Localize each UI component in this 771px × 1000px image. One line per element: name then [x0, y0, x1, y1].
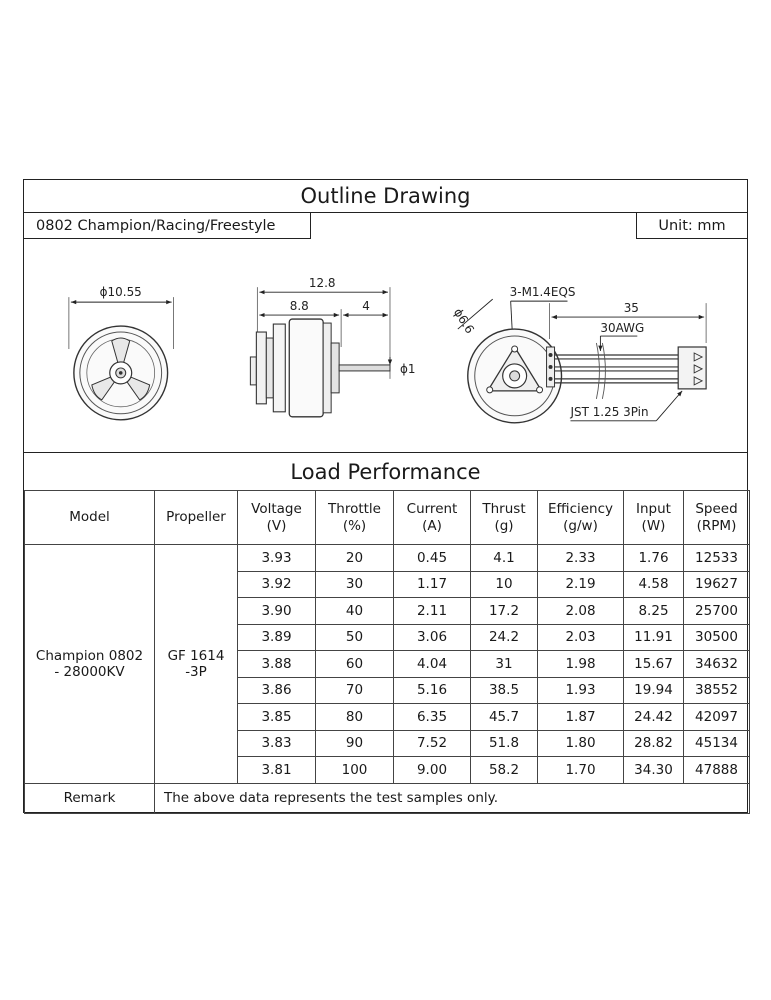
table-cell: 4.1	[471, 545, 538, 572]
table-cell: 5.16	[394, 677, 471, 704]
table-cell: 24.2	[471, 624, 538, 651]
shaft-length-label: 4	[362, 299, 370, 314]
table-cell: 3.89	[238, 624, 316, 651]
table-cell: 3.85	[238, 704, 316, 731]
table-cell: 7.52	[394, 730, 471, 757]
table-cell: 1.70	[538, 757, 624, 784]
table-row	[25, 545, 750, 572]
table-cell: 90	[316, 730, 394, 757]
front-diameter-label: ϕ10.55	[99, 285, 142, 300]
header-thrust: Thrust (g)	[471, 491, 538, 545]
table-cell: 30500	[684, 624, 750, 651]
rear-view	[451, 285, 706, 423]
table-cell: 17.2	[471, 598, 538, 625]
table-cell: 45.7	[471, 704, 538, 731]
table-cell: 42097	[684, 704, 750, 731]
table-cell: 4.58	[624, 571, 684, 598]
table-cell: 28.82	[624, 730, 684, 757]
remark-text: The above data represents the test samples only.	[155, 783, 750, 813]
header-voltage: Voltage (V)	[238, 491, 316, 545]
table-cell: 6.35	[394, 704, 471, 731]
header-speed: Speed (RPM)	[684, 491, 750, 545]
table-cell: 3.86	[238, 677, 316, 704]
table-cell: 19.94	[624, 677, 684, 704]
table-cell: 2.11	[394, 598, 471, 625]
load-performance-title: Load Performance	[24, 452, 747, 491]
table-cell: 8.25	[624, 598, 684, 625]
table-cell: 20	[316, 545, 394, 572]
table-cell: 3.92	[238, 571, 316, 598]
table-cell: 9.00	[394, 757, 471, 784]
table-cell: 3.06	[394, 624, 471, 651]
table-cell: 2.19	[538, 571, 624, 598]
table-cell: 1.93	[538, 677, 624, 704]
table-cell: 38.5	[471, 677, 538, 704]
unit-label: Unit: mm	[636, 213, 747, 239]
header-model: Model	[25, 491, 155, 545]
table-cell: 47888	[684, 757, 750, 784]
shaft-diameter-label: ϕ1	[399, 361, 416, 376]
length-total-label: 12.8	[308, 276, 336, 291]
outline-drawing-title: Outline Drawing	[24, 180, 747, 213]
connector-label: JST 1.25 3Pin	[570, 404, 649, 419]
table-cell: 4.04	[394, 651, 471, 678]
outline-drawing	[24, 239, 747, 452]
header-throttle: Throttle (%)	[316, 491, 394, 545]
table-cell: 19627	[684, 571, 750, 598]
length-body-label: 8.8	[289, 299, 309, 314]
remark-label: Remark	[25, 783, 155, 813]
spec-sheet	[23, 179, 748, 813]
table-cell: 34632	[684, 651, 750, 678]
table-cell: 24.42	[624, 704, 684, 731]
table-cell: 58.2	[471, 757, 538, 784]
table-cell: 2.08	[538, 598, 624, 625]
mount-screws-label: 3-M1.4EQS	[509, 285, 576, 300]
header-efficiency: Efficiency (g/w)	[538, 491, 624, 545]
table-cell: 3.90	[238, 598, 316, 625]
header-input: Input (W)	[624, 491, 684, 545]
table-cell: 1.76	[624, 545, 684, 572]
table-cell: 1.98	[538, 651, 624, 678]
table-cell: 12533	[684, 545, 750, 572]
table-cell: 38552	[684, 677, 750, 704]
mount-diameter-label: ϕ6.6	[450, 305, 477, 337]
table-cell: 80	[316, 704, 394, 731]
table-cell: 25700	[684, 598, 750, 625]
wire-gauge-label: 30AWG	[600, 321, 645, 336]
side-view	[250, 276, 415, 417]
table-cell: 11.91	[624, 624, 684, 651]
lead-length-label: 35	[623, 301, 639, 316]
table-cell: 100	[316, 757, 394, 784]
front-view	[69, 285, 174, 420]
table-cell: 1.80	[538, 730, 624, 757]
remark-row	[25, 783, 750, 813]
table-cell: 50	[316, 624, 394, 651]
table-cell: 51.8	[471, 730, 538, 757]
header-propeller: Propeller	[155, 491, 238, 545]
table-cell: 40	[316, 598, 394, 625]
table-cell: 3.83	[238, 730, 316, 757]
header-current: Current (A)	[394, 491, 471, 545]
table-cell: 2.33	[538, 545, 624, 572]
performance-table	[24, 490, 750, 814]
table-cell: 3.81	[238, 757, 316, 784]
table-cell: 31	[471, 651, 538, 678]
table-cell: 1.87	[538, 704, 624, 731]
table-cell: 45134	[684, 730, 750, 757]
table-cell: 70	[316, 677, 394, 704]
table-cell: 3.88	[238, 651, 316, 678]
table-cell: 10	[471, 571, 538, 598]
model-cell: Champion 0802 - 28000KV	[25, 545, 155, 784]
table-cell: 1.17	[394, 571, 471, 598]
propeller-cell: GF 1614 -3P	[155, 545, 238, 784]
table-cell: 15.67	[624, 651, 684, 678]
table-cell: 30	[316, 571, 394, 598]
table-cell: 2.03	[538, 624, 624, 651]
table-cell: 3.93	[238, 545, 316, 572]
model-line: 0802 Champion/Racing/Freestyle	[24, 213, 311, 239]
table-cell: 34.30	[624, 757, 684, 784]
table-header-row	[25, 491, 750, 545]
table-cell: 60	[316, 651, 394, 678]
table-cell: 0.45	[394, 545, 471, 572]
